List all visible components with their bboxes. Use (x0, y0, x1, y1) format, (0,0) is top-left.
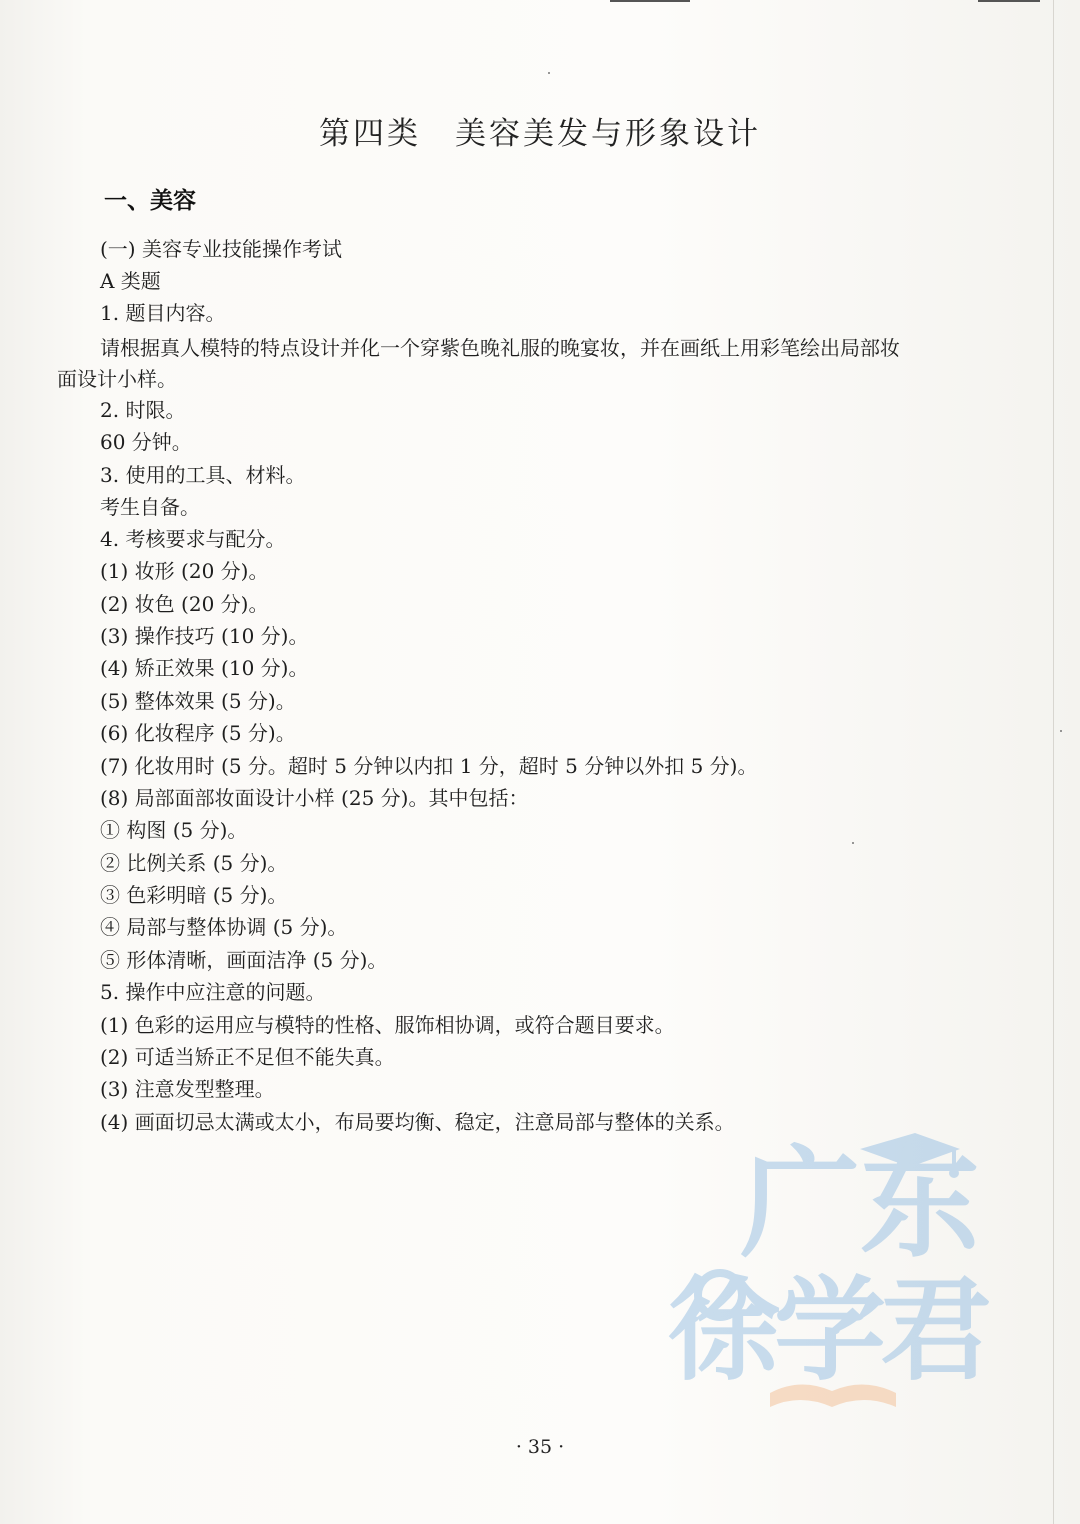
paragraph-line: 考生自备。 (100, 495, 200, 519)
scoring-item: (3) 操作技巧 (10 分)。 (100, 624, 309, 648)
sub-scoring-item: ① 构图 (5 分)。 (100, 818, 248, 842)
sub-scoring-item: ⑤ 形体清晰，画面洁净 (5 分)。 (100, 948, 388, 972)
scoring-item: (4) 矫正效果 (10 分)。 (100, 656, 309, 680)
scan-speck (548, 72, 550, 74)
note-item: (2) 可适当矫正不足但不能失真。 (100, 1045, 395, 1069)
item-heading: 4. 考核要求与配分。 (100, 527, 286, 551)
watermark-text-line2: 徐学君 (668, 1266, 986, 1396)
sub-scoring-item: ④ 局部与整体协调 (5 分)。 (100, 915, 348, 939)
scoring-item: (7) 化妆用时 (5 分。超时 5 分钟以内扣 1 分，超时 5 分钟以外扣 5 分)。 (100, 754, 758, 778)
note-item: (1) 色彩的运用应与模特的性格、服饰相协调，或符合题目要求。 (100, 1013, 675, 1037)
paragraph-line: 请根据真人模特的特点设计并化一个穿紫色晚礼服的晚宴妆，并在画纸上用彩笔绘出局部妆 (100, 336, 900, 360)
subsection-heading: (一) 美容专业技能操作考试 (100, 237, 342, 261)
scoring-item: (2) 妆色 (20 分)。 (100, 592, 269, 616)
sub-scoring-item: ② 比例关系 (5 分)。 (100, 851, 288, 875)
top-rule (610, 0, 690, 2)
scan-speck (852, 842, 854, 844)
scoring-item: (1) 妆形 (20 分)。 (100, 559, 269, 583)
page-number: · 35 · (515, 1436, 565, 1458)
paragraph-line: 面设计小样。 (57, 367, 177, 391)
scoring-item: (8) 局部面部妆面设计小样 (25 分)。其中包括： (100, 786, 529, 810)
page-title: 第四类 美容美发与形象设计 (319, 116, 761, 152)
sub-scoring-item: ③ 色彩明暗 (5 分)。 (100, 883, 288, 907)
top-rule (978, 0, 1040, 2)
page-edge (1053, 0, 1054, 1524)
item-heading: 2. 时限。 (100, 398, 186, 422)
scoring-item: (5) 整体效果 (5 分)。 (100, 689, 296, 713)
item-heading: 1. 题目内容。 (100, 301, 226, 325)
item-heading: 5. 操作中应注意的问题。 (100, 980, 326, 1004)
watermark-logo (660, 1125, 1005, 1425)
watermark-text-line1: 广东 (740, 1135, 980, 1274)
note-item: (3) 注意发型整理。 (100, 1077, 275, 1101)
section-heading: 一、美容 (104, 188, 196, 214)
scan-speck (1060, 730, 1062, 732)
item-heading: 3. 使用的工具、材料。 (100, 463, 306, 487)
note-item: (4) 画面切忌太满或太小，布局要均衡、稳定，注意局部与整体的关系。 (100, 1110, 735, 1134)
paragraph-line: 60 分钟。 (100, 430, 192, 454)
scoring-item: (6) 化妆程序 (5 分)。 (100, 721, 296, 745)
question-category: A 类题 (100, 269, 161, 293)
